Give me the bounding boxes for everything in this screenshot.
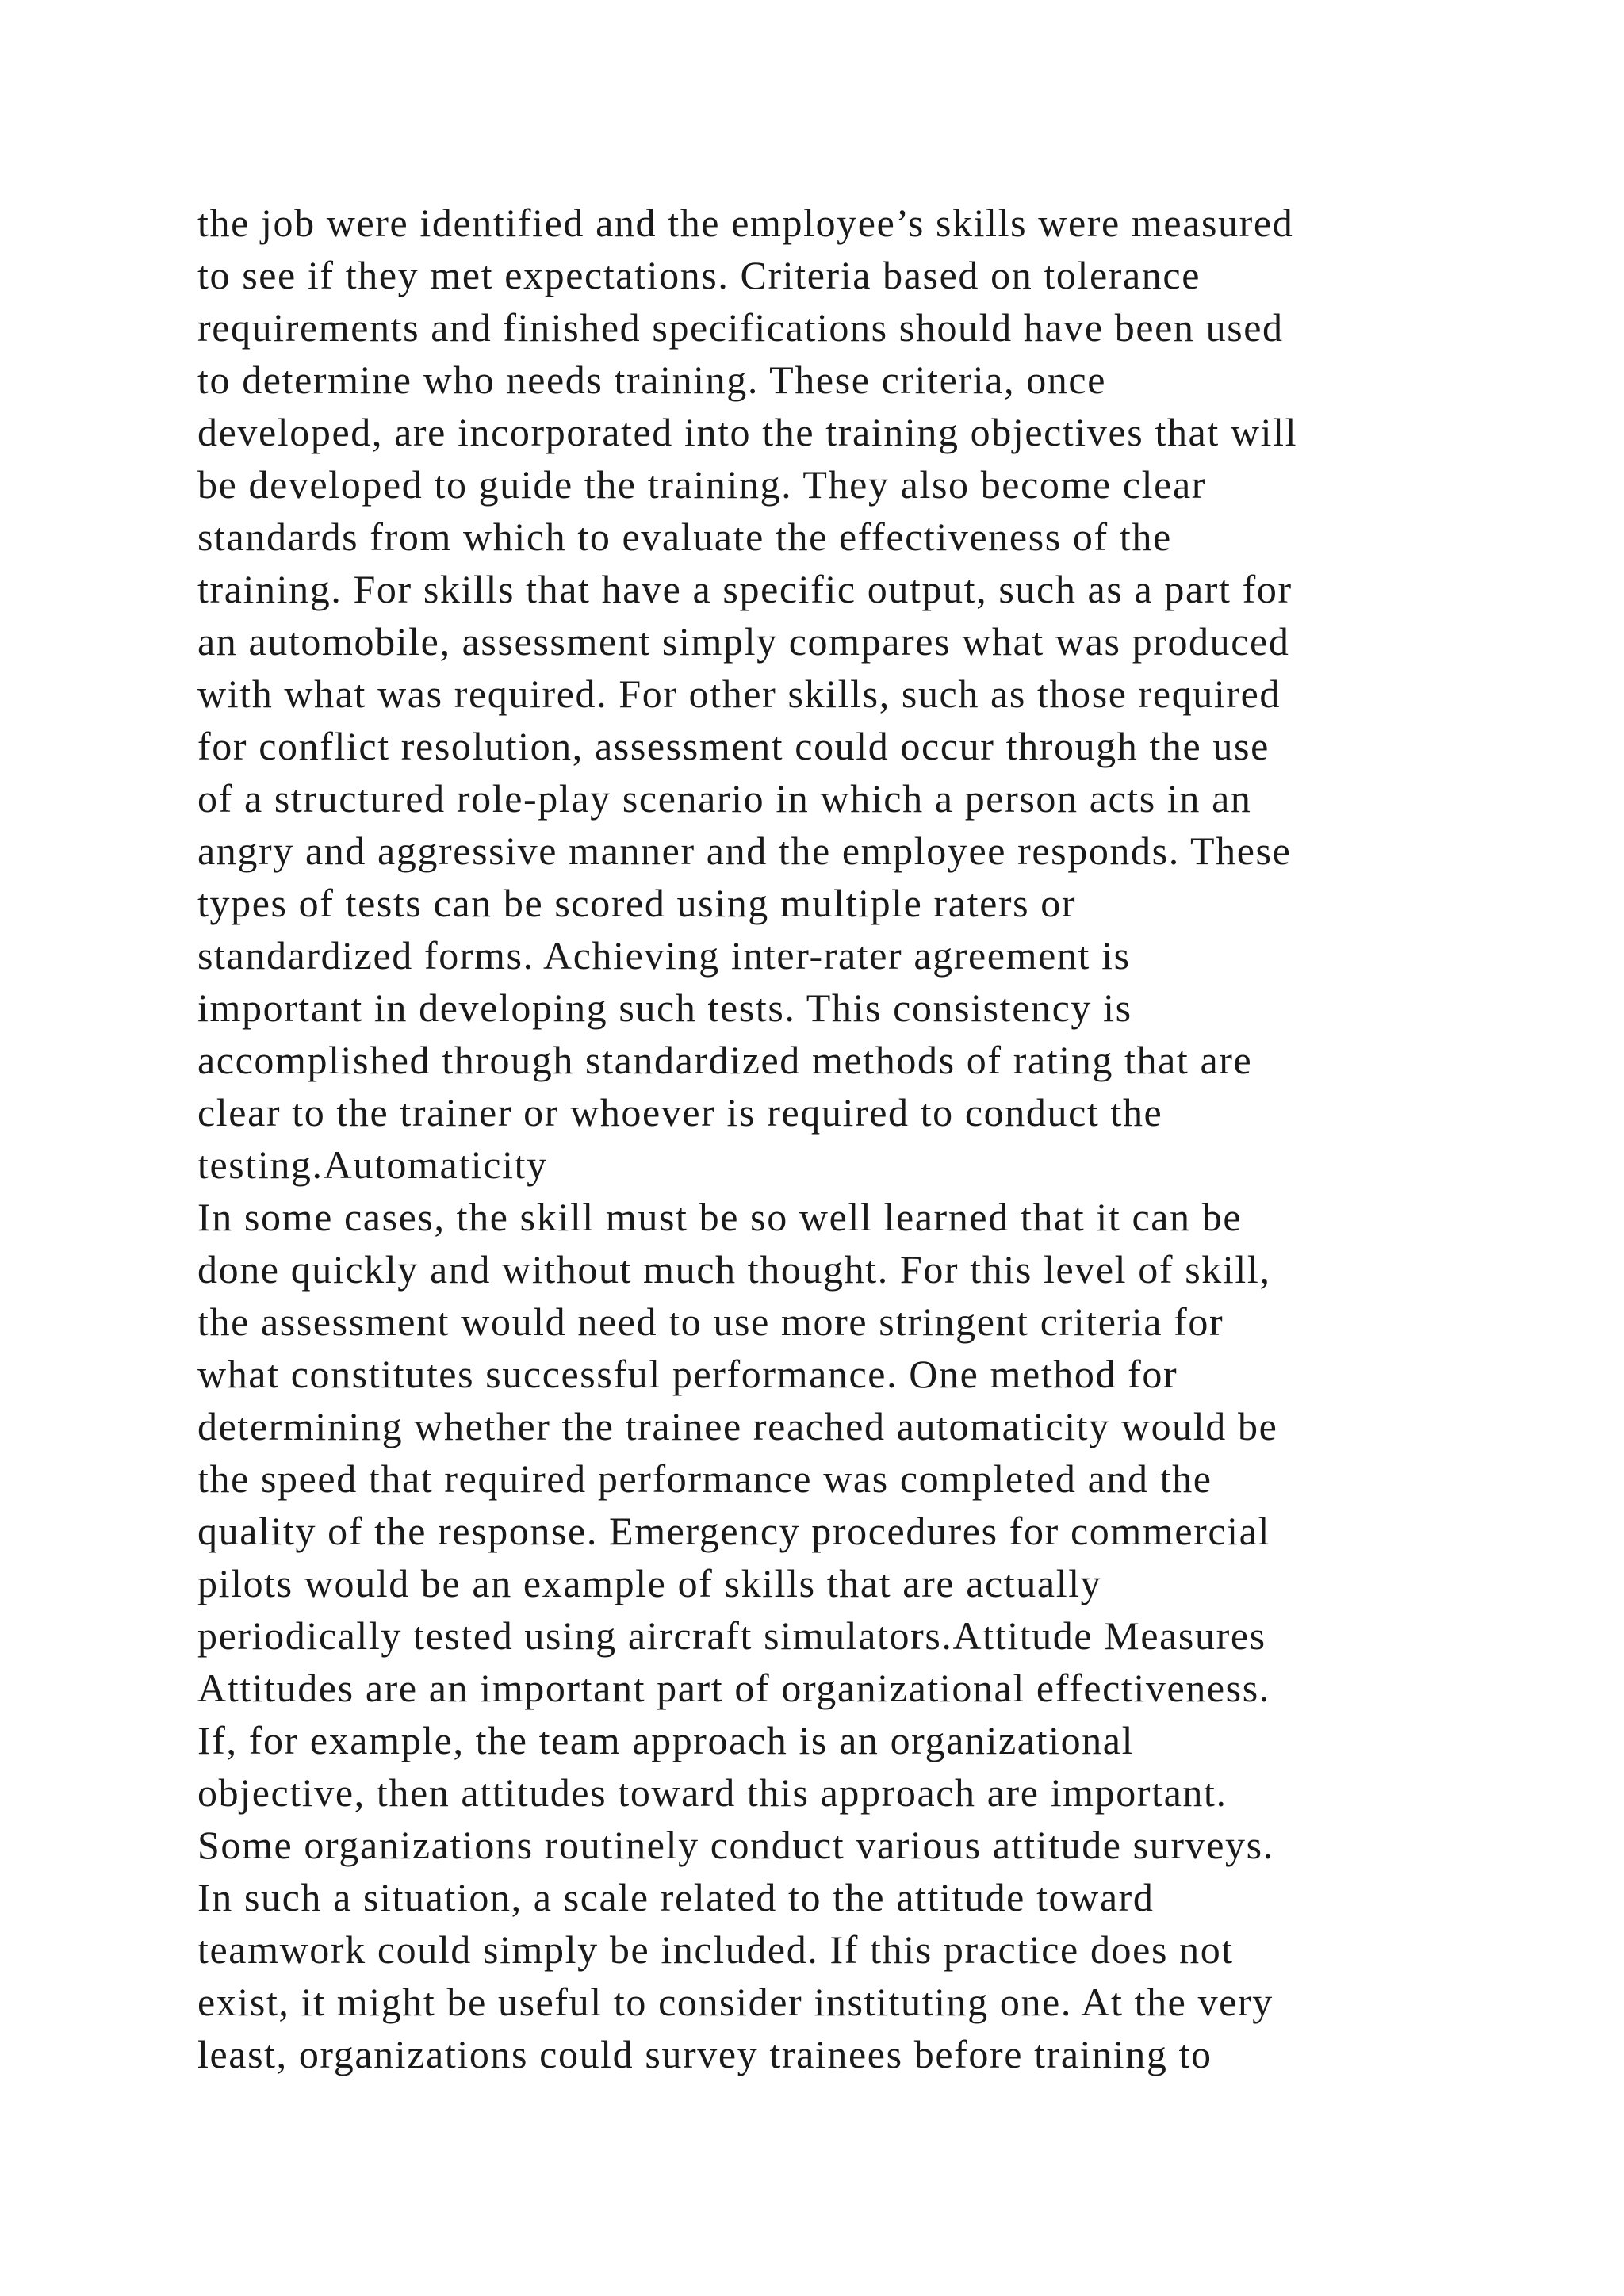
text-line: least, organizations could survey trainees before training to: [197, 2032, 1212, 2076]
text-line: types of tests can be scored using multiple raters or: [197, 881, 1077, 925]
text-line: the speed that required performance was completed and the: [197, 1456, 1212, 1501]
text-line: In such a situation, a scale related to the attitude toward: [197, 1875, 1155, 1919]
text-line: to see if they met expectations. Criteria based on tolerance: [197, 253, 1201, 297]
text-line: the assessment would need to use more stringent criteria for: [197, 1299, 1224, 1344]
text-line: important in developing such tests. This consistency is: [197, 985, 1132, 1030]
text-line: quality of the response. Emergency procedures for commercial: [197, 1509, 1270, 1553]
text-line: standards from which to evaluate the effectiveness of the: [197, 515, 1172, 559]
text-line: Some organizations routinely conduct various attitude surveys.: [197, 1823, 1274, 1867]
text-line: of a structured role-play scenario in which a person acts in an: [197, 776, 1252, 821]
text-line: an automobile, assessment simply compares what was produced: [197, 619, 1290, 664]
text-line: In some cases, the skill must be so well learned that it can be: [197, 1195, 1243, 1239]
text-line: for conflict resolution, assessment could occur through the use: [197, 724, 1270, 768]
text-line: exist, it might be useful to consider instituting one. At the very: [197, 1980, 1274, 2024]
text-line: periodically tested using aircraft simulators.Attitude Measures: [197, 1613, 1266, 1658]
text-line: angry and aggressive manner and the employee responds. These: [197, 828, 1292, 873]
text-line: If, for example, the team approach is an organizational: [197, 1718, 1135, 1762]
text-line: testing.Automaticity: [197, 1142, 548, 1187]
text-line: standardized forms. Achieving inter-rater agreement is: [197, 933, 1131, 978]
text-line: with what was required. For other skills, such as those required: [197, 672, 1281, 716]
text-line: Attitudes are an important part of organizational effectiveness.: [197, 1666, 1270, 1710]
text-line: the job were identified and the employee’s skills were measured: [197, 201, 1294, 245]
body-text: [197, 197, 1482, 2080]
text-line: clear to the trainer or whoever is required to conduct the: [197, 1090, 1163, 1135]
text-line: what constitutes successful performance. One method for: [197, 1352, 1178, 1396]
text-line: training. For skills that have a specific output, such as a part for: [197, 567, 1293, 611]
text-line: pilots would be an example of skills that are actually: [197, 1561, 1102, 1605]
text-line: to determine who needs training. These criteria, once: [197, 358, 1106, 402]
text-line: objective, then attitudes toward this approach are important.: [197, 1770, 1228, 1815]
text-line: requirements and finished specifications should have been used: [197, 305, 1284, 350]
text-line: accomplished through standardized methods of rating that are: [197, 1038, 1253, 1082]
text-line: be developed to guide the training. They also become clear: [197, 462, 1206, 507]
text-line: determining whether the trainee reached automaticity would be: [197, 1404, 1278, 1448]
text-line: developed, are incorporated into the training objectives that will: [197, 410, 1298, 454]
text-line: done quickly and without much thought. For this level of skill,: [197, 1247, 1271, 1292]
text-line: teamwork could simply be included. If this practice does not: [197, 1927, 1234, 1972]
